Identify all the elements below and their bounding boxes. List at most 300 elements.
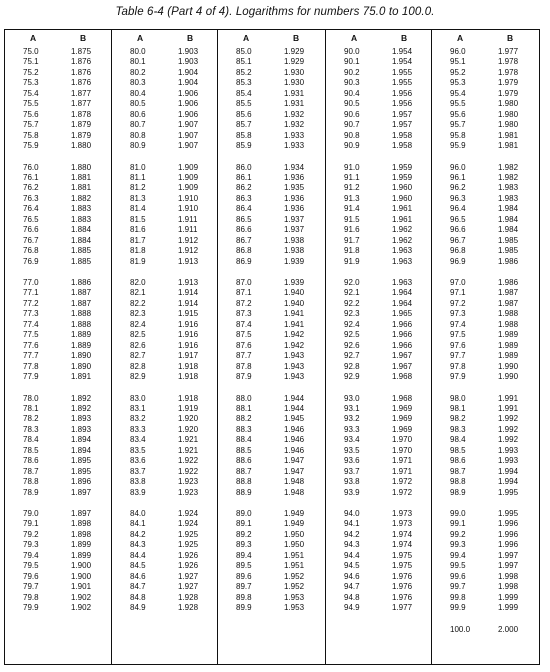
number-cell: 99.0 [450,509,466,518]
logarithm-cell: 1.890 [71,361,92,371]
number-cell: 93.6 [344,456,360,466]
number-cell: 83.7 [130,466,146,476]
number-cell: 86.6 [236,225,252,235]
number-cell: 91.7 [344,235,360,245]
number-cell: 91.3 [344,193,360,203]
logarithm-cell: 1.925 [178,529,199,539]
logarithm-cell: 1.915 [178,309,199,319]
logarithm-cell: 1.971 [392,456,413,466]
logarithm-cell: 1.967 [392,361,413,371]
number-cell: 78.5 [23,445,39,455]
logarithm-cell: 1.952 [284,571,305,581]
logarithm-cell: 1.944 [284,403,305,413]
number-cell: 81.8 [130,246,146,256]
logarithm-cell: 1.999 [498,603,519,613]
logarithm-cell: 1.936 [284,172,305,182]
number-cell: 93.8 [344,477,360,487]
logarithm-cell: 1.909 [178,162,199,172]
logarithm-cell: 1.894 [71,445,92,455]
logarithm-cell: 1.995 [498,509,519,518]
number-cell: 99.8 [450,592,466,602]
logarithm-cell: 1.943 [284,372,305,382]
logarithm-cell: 1.960 [392,193,413,203]
number-cell: 80.6 [130,109,146,119]
table-column-5 [431,30,539,664]
number-cell: 83.9 [130,487,146,497]
logarithm-cell: 1.982 [498,162,519,172]
number-cell: 78.6 [23,456,39,466]
logarithm-cell: 1.899 [71,540,92,550]
logarithm-cell: 1.927 [178,582,199,592]
logarithm-cell: 1.947 [284,466,305,476]
logarithm-cell: 1.887 [71,298,92,308]
number-cell: 89.2 [236,529,252,539]
logarithm-cell: 1.969 [392,414,413,424]
column-header-b: B [187,33,194,43]
logarithm-cell: 1.876 [71,67,92,77]
number-cell: 91.0 [344,162,360,172]
number-cell: 97.0 [450,278,466,287]
logarithm-cell: 1.957 [392,120,413,130]
logarithm-cell: 1.989 [498,351,519,361]
number-cell: 92.7 [344,351,360,361]
logarithm-cell: 1.931 [284,88,305,98]
logarithm-cell: 1.974 [392,540,413,550]
number-cell: 90.8 [344,130,360,140]
logarithm-cell: 1.962 [392,235,413,245]
number-cell: 88.8 [236,477,252,487]
number-cell: 94.3 [344,540,360,550]
logarithm-cell: 1.911 [178,225,198,235]
number-cell: 75.1 [23,57,39,67]
number-cell: 82.7 [130,351,146,361]
number-cell: 96.0 [450,162,466,172]
logarithm-cell: 1.985 [498,246,519,256]
logarithm-cell: 1.902 [71,603,92,613]
number-cell: 92.6 [344,340,360,350]
number-cell: 83.2 [130,414,146,424]
logarithm-cell: 1.993 [498,445,519,455]
logarithm-cell: 1.921 [178,435,199,445]
logarithm-cell: 1.998 [498,571,519,581]
number-cell: 84.6 [130,571,146,581]
logarithm-cell: 1.917 [178,351,199,361]
logarithm-cell: 1.918 [178,393,199,403]
logarithm-cell: 1.975 [392,550,413,560]
logarithm-cell: 1.885 [71,246,92,256]
number-cell: 99.4 [450,550,466,560]
number-cell: 80.1 [130,57,146,67]
number-cell: 81.0 [130,162,146,172]
number-cell: 88.4 [236,435,252,445]
number-cell: 99.2 [450,529,466,539]
number-cell: 80.8 [130,130,146,140]
number-cell: 98.3 [450,424,466,434]
number-cell: 95.2 [450,67,466,77]
number-cell: 94.1 [344,519,360,529]
number-cell: 79.8 [23,592,39,602]
number-cell: 86.4 [236,204,252,214]
number-cell: 78.7 [23,466,39,476]
logarithm-cell: 1.968 [392,372,413,382]
number-cell: 94.0 [344,509,360,518]
logarithm-cell: 1.938 [284,235,305,245]
number-cell: 77.5 [23,330,39,340]
logarithm-cell: 1.904 [178,78,199,88]
logarithm-cell: 1.916 [178,319,199,329]
logarithm-cell: 1.970 [392,435,413,445]
logarithm-cell: 1.980 [498,109,519,119]
number-cell: 98.1 [450,403,466,413]
logarithm-cell: 1.990 [498,361,519,371]
number-cell: 76.1 [23,172,39,182]
number-cell: 89.6 [236,571,252,581]
number-cell: 96.3 [450,193,466,203]
column-header-a: A [351,33,358,43]
number-cell: 97.5 [450,330,466,340]
logarithm-cell: 1.893 [71,414,92,424]
logarithm-cell: 1.877 [71,99,92,109]
logarithm-cell: 1.982 [498,172,519,182]
number-cell: 91.5 [344,214,360,224]
logarithm-cell: 1.899 [71,550,92,560]
logarithm-cell: 1.892 [71,403,92,413]
logarithm-cell: 1.985 [498,235,519,245]
number-cell: 93.1 [344,403,360,413]
number-cell: 88.9 [236,487,252,497]
number-cell: 82.8 [130,361,146,371]
number-cell: 98.8 [450,477,466,487]
number-cell: 77.9 [23,372,39,382]
number-cell: 97.8 [450,361,466,371]
number-cell: 83.6 [130,456,146,466]
logarithm-cell: 1.958 [392,130,413,140]
number-cell: 85.3 [236,78,252,88]
number-cell: 91.6 [344,225,360,235]
number-cell: 84.2 [130,529,146,539]
number-cell: 81.2 [130,183,146,193]
logarithm-cell: 1.989 [498,330,519,340]
logarithm-cell: 1.983 [498,193,519,203]
number-cell: 98.2 [450,414,466,424]
number-cell: 99.1 [450,519,466,529]
logarithm-cell: 1.966 [392,340,413,350]
number-cell: 79.1 [23,519,39,529]
logarithm-cell: 1.991 [498,393,519,403]
number-cell: 79.4 [23,550,39,560]
table-column-1 [5,30,111,664]
logarithm-cell: 1.893 [71,424,92,434]
logarithm-cell: 1.964 [392,288,413,298]
logarithm-cell: 1.888 [71,319,92,329]
number-cell: 79.7 [23,582,39,592]
table-caption: Table 6-4 (Part 4 of 4). Logarithms for numbers 75.0 to 100.0. [115,6,435,18]
logarithm-cell: 1.932 [284,109,305,119]
logarithm-cell: 1.944 [284,393,305,403]
logarithm-cell: 1.921 [178,445,199,455]
number-cell: 86.7 [236,235,252,245]
number-cell: 76.5 [23,214,39,224]
logarithm-cell: 1.878 [71,109,92,119]
number-cell: 82.3 [130,309,146,319]
number-cell: 77.1 [23,288,39,298]
number-cell: 79.5 [23,561,39,571]
number-cell: 83.0 [130,393,146,403]
logarithm-cell: 1.977 [392,603,413,613]
logarithm-cell: 1.946 [284,445,305,455]
number-cell: 96.8 [450,246,466,256]
number-cell: 87.1 [236,288,252,298]
number-cell: 96.4 [450,204,466,214]
number-cell: 94.8 [344,592,360,602]
number-cell: 89.8 [236,592,252,602]
number-cell: 77.7 [23,351,39,361]
number-cell: 89.3 [236,540,252,550]
number-cell: 83.4 [130,435,146,445]
logarithm-cell: 1.993 [498,456,519,466]
number-cell: 80.9 [130,141,146,151]
logarithm-cell: 1.939 [284,278,305,287]
number-cell: 79.6 [23,571,39,581]
column-header-a: A [137,33,144,43]
number-cell: 75.8 [23,130,39,140]
number-cell: 79.3 [23,540,39,550]
logarithm-cell: 1.992 [498,435,519,445]
logarithm-cell: 1.984 [498,204,519,214]
column-header-b: B [80,33,87,43]
number-cell: 86.2 [236,183,252,193]
logarithm-cell: 1.894 [71,435,92,445]
column-header-a: A [243,33,250,43]
logarithm-cell: 1.996 [498,529,519,539]
logarithm-cell: 1.961 [392,214,413,224]
logarithm-cell: 1.926 [178,561,199,571]
number-cell: 87.8 [236,361,252,371]
logarithm-cell: 1.904 [178,67,199,77]
logarithm-cell: 1.976 [392,582,413,592]
number-cell: 87.5 [236,330,252,340]
logarithm-cell: 1.997 [498,561,519,571]
logarithm-cell: 1.914 [178,298,199,308]
number-cell: 92.3 [344,309,360,319]
logarithm-cell: 1.999 [498,592,519,602]
number-cell: 97.9 [450,372,466,382]
number-cell: 81.3 [130,193,146,203]
logarithm-cell: 1.932 [284,120,305,130]
logarithm-cell: 1.933 [284,141,305,151]
number-cell: 92.1 [344,288,360,298]
logarithm-cell: 1.929 [284,57,305,67]
number-cell: 76.6 [23,225,39,235]
number-cell: 79.2 [23,529,39,539]
number-cell: 78.1 [23,403,39,413]
logarithm-cell: 1.930 [284,78,305,88]
logarithm-cell: 1.876 [71,57,92,67]
logarithm-cell: 1.970 [392,445,413,455]
number-cell: 93.5 [344,445,360,455]
logarithm-cell: 1.931 [284,99,305,109]
number-cell: 90.2 [344,67,360,77]
number-cell: 97.2 [450,298,466,308]
number-cell: 75.0 [23,47,39,56]
logarithm-cell: 1.918 [178,361,199,371]
logarithm-cell: 1.903 [178,47,199,56]
number-cell: 81.6 [130,225,146,235]
logarithm-cell: 1.914 [178,288,199,298]
number-cell: 86.0 [236,162,252,172]
logarithm-cell: 1.969 [392,424,413,434]
number-cell: 84.3 [130,540,146,550]
logarithm-cell: 1.897 [71,509,92,518]
number-cell: 82.1 [130,288,146,298]
number-cell: 85.9 [236,141,252,151]
number-cell: 92.5 [344,330,360,340]
number-cell: 81.5 [130,214,146,224]
number-cell: 90.4 [344,88,360,98]
number-cell: 98.6 [450,456,466,466]
logarithm-cell: 1.879 [71,130,92,140]
number-cell: 97.7 [450,351,466,361]
logarithm-cell: 1.884 [71,235,92,245]
number-cell: 78.4 [23,435,39,445]
number-cell: 77.2 [23,298,39,308]
number-cell: 96.2 [450,183,466,193]
number-cell: 95.6 [450,109,466,119]
logarithm-cell: 1.943 [284,361,305,371]
logarithm-cell: 1.955 [392,78,413,88]
number-cell: 98.7 [450,466,466,476]
logarithm-cell: 1.979 [498,88,519,98]
number-cell: 85.2 [236,67,252,77]
logarithm-cell: 1.883 [71,204,92,214]
number-cell: 94.7 [344,582,360,592]
logarithm-cell: 1.978 [498,57,519,67]
logarithm-cell: 1.919 [178,403,199,413]
number-cell: 91.8 [344,246,360,256]
logarithm-cell: 1.949 [284,519,305,529]
logarithm-cell: 1.969 [392,403,413,413]
logarithm-cell: 1.946 [284,435,305,445]
logarithm-cell: 1.948 [284,487,305,497]
number-cell: 85.4 [236,88,252,98]
column-header-a: A [457,33,464,43]
logarithm-cell: 1.963 [392,246,413,256]
number-cell: 89.1 [236,519,252,529]
logarithm-cell: 1.884 [71,225,92,235]
logarithm-cell: 1.989 [498,340,519,350]
logarithm-cell: 1.957 [392,109,413,119]
number-cell: 82.0 [130,278,146,287]
number-cell: 87.0 [236,278,252,287]
logarithm-cell: 1.900 [71,561,92,571]
logarithm-cell: 1.906 [178,88,199,98]
number-cell: 98.4 [450,435,466,445]
logarithm-cell: 1.984 [498,225,519,235]
logarithm-cell: 1.888 [71,309,92,319]
logarithm-cell: 1.971 [392,466,413,476]
logarithm-cell: 1.907 [178,120,199,130]
number-cell: 93.7 [344,466,360,476]
logarithm-cell: 1.930 [284,67,305,77]
logarithm-cell: 1.973 [392,519,413,529]
logarithm-cell: 1.951 [284,550,305,560]
number-cell: 75.7 [23,120,39,130]
logarithm-cell: 1.956 [392,88,413,98]
number-cell: 99.3 [450,540,466,550]
logarithm-cell: 1.986 [498,256,519,266]
number-cell: 77.8 [23,361,39,371]
logarithm-cell: 1.940 [284,298,305,308]
logarithm-cell: 1.934 [284,162,305,172]
logarithm-cell: 1.923 [178,477,199,487]
number-cell: 90.0 [344,47,360,56]
logarithm-cell: 1.926 [178,550,199,560]
number-cell: 88.5 [236,445,252,455]
logarithm-cell: 1.984 [498,214,519,224]
number-cell: 85.7 [236,120,252,130]
number-cell: 75.5 [23,99,39,109]
number-cell: 87.4 [236,319,252,329]
number-cell: 93.4 [344,435,360,445]
number-cell: 93.3 [344,424,360,434]
logarithm-cell: 1.937 [284,225,305,235]
number-cell: 92.2 [344,298,360,308]
logarithm-cell: 1.956 [392,99,413,109]
logarithm-cell: 1.976 [392,571,413,581]
number-cell: 96.6 [450,225,466,235]
number-cell: 96.9 [450,256,466,266]
number-cell: 76.9 [23,256,39,266]
number-cell: 92.4 [344,319,360,329]
number-cell: 92.9 [344,372,360,382]
logarithm-cell: 1.978 [498,67,519,77]
number-cell: 97.1 [450,288,466,298]
logarithm-cell: 1.938 [284,246,305,256]
logarithm-cell: 1.923 [178,487,199,497]
number-cell: 91.2 [344,183,360,193]
number-cell: 87.3 [236,309,252,319]
logarithm-cell: 1.963 [392,278,413,287]
number-cell: 99.9 [450,603,466,613]
logarithm-cell: 1.950 [284,529,305,539]
logarithm-cell: 1.967 [392,351,413,361]
number-cell: 86.1 [236,172,252,182]
logarithm-cell: 1.941 [284,319,305,329]
column-header-b: B [293,33,300,43]
number-cell: 82.6 [130,340,146,350]
number-cell: 84.9 [130,603,146,613]
logarithm-cell: 1.980 [498,99,519,109]
number-cell: 80.3 [130,78,146,88]
table-column-4 [325,30,431,664]
logarithm-cell: 1.948 [284,477,305,487]
number-cell: 76.3 [23,193,39,203]
number-cell: 80.5 [130,99,146,109]
number-cell: 81.7 [130,235,146,245]
logarithm-cell: 1.936 [284,193,305,203]
number-cell: 82.5 [130,330,146,340]
logarithm-cell: 1.936 [284,204,305,214]
number-cell: 93.0 [344,393,360,403]
logarithm-cell: 1.912 [178,235,199,245]
logarithm-cell: 1.987 [498,288,519,298]
logarithm-cell: 1.877 [71,88,92,98]
logarithm-cell: 1.973 [392,509,413,518]
logarithm-cell: 1.929 [284,47,305,56]
logarithm-cell: 1.909 [178,183,199,193]
number-cell: 98.0 [450,393,466,403]
number-cell: 98.9 [450,487,466,497]
